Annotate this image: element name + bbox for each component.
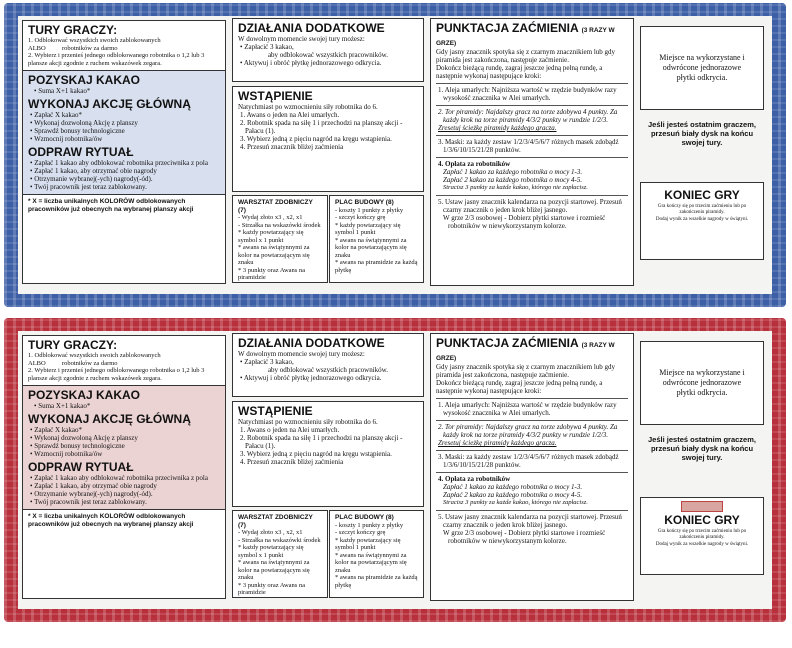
turns-step2: 2. Wybierz i przenieś jednego odblokowanego robotnika o 1,2 lub 3 plansze akcji zgodnie z ruchem wskazówek zegara. (28, 367, 205, 382)
discovery-text: Miejsce na wykorzystane i odwrócone jednorazowe płytki odkrycia. (659, 368, 745, 397)
main-action-item: • Wykonaj dozwoloną Akcję z planszy (30, 119, 138, 127)
turns-panel (22, 20, 226, 284)
eclipse-step: 4. Opłata za robotników (438, 475, 511, 483)
discovery-text: Miejsce na wykorzystane i odwrócone jednorazowe płytki odkrycia. (659, 53, 745, 82)
turns-step1b (28, 360, 220, 368)
turns-panel (22, 335, 226, 599)
ritual-item: • Zapłać 1 kakao aby odblokować robotnika przeciwnika z pola (30, 474, 208, 482)
turns-step1b-text: robotników za darmo (61, 359, 118, 367)
ascend-item: 2. Robotnik spada na siłę 1 i przechodzi na planszę akcji - Pałacu (1). (240, 434, 403, 450)
divider (436, 450, 628, 451)
eclipse-times: (3 RAZY W GRZE) (436, 342, 615, 362)
end-game-text2: Dodaj wynik za wszelkie nagrody w świątyni. (655, 542, 749, 547)
footnote-section (23, 509, 225, 531)
turns-step1b-text: robotników za darmo (61, 44, 118, 52)
discovery-panel (640, 26, 764, 110)
turns-albo: ALBO (28, 359, 46, 367)
ascend-title: WSTĄPIENIE (238, 404, 313, 418)
end-game-panel (640, 497, 764, 575)
cocoa-section (23, 385, 225, 509)
eclipse-step: 2. Tor piramidy: Najdalszy gracz na torze zdobywa 4 punkty. Za każdy krok na torze piramidy 4/3/2 punkty w rundzie 1/2/3. (438, 423, 618, 439)
workshop-item: * każdy powtarzający się symbol x 1 punkt (238, 544, 304, 559)
main-action-item: • Wzmocnij robotnika/ów (30, 135, 103, 143)
eclipse-title-text: PUNKTACJA ZAĆMIENIA (436, 21, 579, 35)
eclipse-step: 3. Maski: za każdy zestaw 1/2/3/4/5/6/7 różnych masek zdobądź 1/3/6/10/15/21/28 punktów. (438, 138, 619, 154)
extra-panel (232, 333, 424, 397)
cocoa-section (23, 70, 225, 194)
workshop-item: * 3 punkty oraz Awans na piramidzie (238, 266, 306, 281)
eclipse-step: 3. Maski: za każdy zestaw 1/2/3/4/5/6/7 różnych masek zdobądź 1/3/6/10/15/21/28 punktów. (438, 453, 619, 469)
divider (436, 195, 628, 196)
eclipse-step: Zapłać 2 kakao za każdego robotnika o mocy 4-5. (443, 176, 583, 184)
building-item: - koszty 1 punkty z płytky (335, 521, 404, 529)
workshop-item: - Strzałka na wskazówki środek (238, 536, 321, 544)
ascend-item: 4. Przesuń znacznik bliżej zaćmienia (240, 143, 344, 151)
turns-step1: 1. Odblokować wszystkich swoich zablokowanych (28, 352, 161, 359)
eclipse-step: 2. Tor piramidy: Najdalszy gracz na torze zdobywa 4 punkty. Za każdy krok na torze piramidy 4/3/2 punkty w rundzie 1/2/3. (438, 108, 618, 124)
eclipse-title-text: PUNKTACJA ZAĆMIENIA (436, 336, 579, 350)
eclipse-step: Zapłać 1 kakao za każdego robotnika o mocy 1-3. (443, 168, 583, 176)
divider (436, 420, 628, 421)
main-action-item: • Zapłać X kakao* (30, 111, 83, 119)
building-item: - koszty 1 punkty z płytky (335, 206, 404, 214)
main-action-item: • Sprawdź bonusy technologiczne (30, 442, 125, 450)
building-item: * każdy powtarzający się symbol 1 punkt (335, 536, 401, 551)
ritual-title: ODPRAW RYTUAŁ (28, 460, 134, 474)
extra-item: • Aktywuj i obróć płytkę jednorazowego odkrycia. (240, 59, 382, 67)
divider (436, 510, 628, 511)
ascend-intro: Natychmiast po wzmocnieniu siły robotnika do 6. (238, 418, 378, 426)
extra-sub: W dowolnym momencie swojej tury możesz: (238, 35, 365, 43)
ritual-item: • Zapłać 1 kakao, aby otrzymać obie nagrody (30, 167, 157, 175)
building-item: - szczyt kończy grę (335, 529, 386, 536)
divider (436, 105, 628, 106)
eclipse-intro: Gdy jasny znacznik spotyka się z czarnym znacznikiem lub gdy piramida jest zakończona, następuje zaćmienie. (436, 48, 616, 64)
workshop-item: - Wydaj złoto x3 , x2, x1 (238, 214, 303, 221)
footnote: * X = liczba unikalnych KOLORÓW odblokowanych pracowników już obecnych na wybranej planszy akcji (28, 198, 194, 213)
turns-title: TURY GRACZY: (28, 23, 118, 37)
extra-sub: W dowolnym momencie swojej tury możesz: (238, 350, 365, 358)
ascend-panel (232, 86, 424, 192)
main-action-title: WYKONAJ AKCJĘ GŁÓWNĄ (28, 412, 191, 426)
extra-title: DZIAŁANIA DODATKOWE (238, 336, 385, 350)
workshop-item: * każdy powtarzający się symbol x 1 punkt (238, 229, 304, 244)
turns-step2: 2. Wybierz i przenieś jednego odblokowanego robotnika o 1,2 lub 3 plansze akcji zgodnie z ruchem wskazówek zegara. (28, 52, 205, 67)
end-game-panel (640, 182, 764, 260)
workshop-title: WARSZTAT ZDOBNICZY (7) (238, 514, 313, 529)
cocoa-sum: • Suma X+1 kakao* (34, 87, 91, 95)
main-action-item: • Wzmocnij robotnika/ów (30, 450, 103, 458)
extra-item: • Zapłacić 3 kakao, (240, 358, 294, 366)
workshop-panel (232, 510, 328, 598)
eclipse-step: W grze 2/3 osobowej - Dobierz płytki startowe i rozmieść robotników w niewykorzystanym kolorze. (443, 213, 606, 230)
workshop-panel (232, 195, 328, 283)
ascend-panel (232, 401, 424, 507)
eclipse-step: 5. Ustaw jasny znacznik kalendarza na pozycji startowej. Przesuń czarny znacznik o jeden krok bliżej jasnego. (438, 197, 622, 214)
ascend-intro: Natychmiast po wzmocnieniu siły robotnika do 6. (238, 103, 378, 111)
turns-albo: ALBO (28, 44, 46, 52)
last-player-note (640, 435, 764, 462)
eclipse-intro2: Dokończ bieżącą rundę, zagraj jeszcze jedną pełną rundę, a następnie wykonaj następujące kroki: (436, 64, 603, 80)
eclipse-step: 4. Opłata za robotników (438, 160, 511, 168)
eclipse-step: Zresetuj ścieżkę piramidy każdego gracza. (438, 439, 557, 447)
building-panel (329, 195, 424, 283)
eclipse-intro2: Dokończ bieżącą rundę, zagraj jeszcze jedną pełną rundę, a następnie wykonaj następujące kroki: (436, 379, 603, 395)
main-action-item: • Wykonaj dozwoloną Akcję z planszy (30, 434, 138, 442)
eclipse-step: 1. Aleja umarłych: Najniższa wartość w rzędzie budynków razy wysokość znacznika w Alei umarłych. (438, 86, 617, 102)
eclipse-title (436, 337, 628, 363)
eclipse-step: Stracisz 3 punkty za każde kakao, którego nie zapłacisz. (443, 184, 588, 191)
ritual-title: ODPRAW RYTUAŁ (28, 145, 134, 159)
cocoa-title: POZYSKAJ KAKAO (28, 388, 141, 402)
divider (436, 472, 628, 473)
building-panel (329, 510, 424, 598)
workshop-item: * 3 punkty oraz Awans na piramidzie (238, 581, 306, 596)
eclipse-step: Stracisz 3 punkty za każde kakao, którego nie zapłacisz. (443, 499, 588, 506)
board-red (4, 318, 786, 622)
extra-item: aby odblokować wszystkich pracowników. (267, 366, 389, 374)
building-item: * awans na piramidzie za każdą płytkę (335, 259, 418, 274)
eclipse-times: (3 RAZY W GRZE) (436, 27, 615, 47)
last-player-note (640, 120, 764, 147)
divider (436, 398, 628, 399)
board-inner (18, 331, 772, 609)
board-inner (18, 16, 772, 294)
ritual-item: • Zapłać 1 kakao, aby otrzymać obie nagrody (30, 482, 157, 490)
divider (436, 83, 628, 84)
ascend-item: 3. Wybierz jedną z pięciu nagród na kręgu wstąpienia. (240, 135, 392, 143)
end-game-text1: Gra kończy się po trzecim zaćmieniu lub po zakończeniu piramidy. (657, 529, 747, 540)
workshop-item: - Wydaj złoto x3 , x2, x1 (238, 529, 303, 536)
main-action-item: • Sprawdź bonusy technologiczne (30, 127, 125, 135)
main-action-item: • Zapłać X kakao* (30, 426, 83, 434)
ascend-item: 4. Przesuń znacznik bliżej zaćmienia (240, 458, 344, 466)
eclipse-panel (430, 333, 634, 601)
ascend-item: 3. Wybierz jedną z pięciu nagród na kręgu wstąpienia. (240, 450, 392, 458)
eclipse-step: Zapłać 1 kakao za każdego robotnika o mocy 1-3. (443, 483, 583, 491)
ritual-item: • Twój pracownik jest teraz zablokowany. (30, 498, 147, 506)
ritual-item: • Zapłać 1 kakao aby odblokować robotnika przeciwnika z pola (30, 159, 208, 167)
eclipse-step: 5. Ustaw jasny znacznik kalendarza na pozycji startowej. Przesuń czarny znacznik o jeden krok bliżej jasnego. (438, 512, 622, 529)
building-item: * awans na świątynnymi za kolor na powtarzającym się znaku (335, 551, 407, 574)
turns-step1: 1. Odblokować wszystkich swoich zablokowanych (28, 37, 161, 44)
building-item: * awans na piramidzie za każdą płytkę (335, 574, 418, 589)
last-player-text: Jeśli jesteś ostatnim graczem, przesuń biały dysk na końcu swojej tury. (648, 435, 756, 462)
board-blue (4, 3, 786, 307)
footnote-section (23, 194, 225, 216)
ascend-title: WSTĄPIENIE (238, 89, 313, 103)
end-game-title: KONIEC GRY (664, 188, 740, 202)
eclipse-step: Zapłać 2 kakao za każdego robotnika o mocy 4-5. (443, 491, 583, 499)
workshop-item: - Strzałka na wskazówki środek (238, 221, 321, 229)
main-action-title: WYKONAJ AKCJĘ GŁÓWNĄ (28, 97, 191, 111)
ritual-item: • Otrzymanie wybranej(-ych) nagrody(-ód). (30, 175, 153, 183)
eclipse-title (436, 22, 628, 48)
turns-section (23, 21, 225, 70)
ascend-item: 2. Robotnik spada na siłę 1 i przechodzi na planszę akcji - Pałacu (1). (240, 119, 403, 135)
extra-panel (232, 18, 424, 82)
extra-item: aby odblokować wszystkich pracowników. (267, 51, 389, 59)
eclipse-step: 1. Aleja umarłych: Najniższa wartość w rzędzie budynków razy wysokość znacznika w Alei umarłych. (438, 401, 617, 417)
workshop-item: * awans na świątynnymi za kolor na powtarzającym się znaku (238, 559, 310, 581)
ritual-item: • Otrzymanie wybranej(-ych) nagrody(-ód). (30, 490, 153, 498)
last-player-text: Jeśli jesteś ostatnim graczem, przesuń biały dysk na końcu swojej tury. (648, 120, 756, 147)
extra-title: DZIAŁANIA DODATKOWE (238, 21, 385, 35)
workshop-title: WARSZTAT ZDOBNICZY (7) (238, 199, 313, 214)
building-title: PLAC BUDOWY (8) (335, 199, 394, 206)
building-title: PLAC BUDOWY (8) (335, 514, 394, 521)
discovery-panel (640, 341, 764, 425)
extra-item: • Aktywuj i obróć płytkę jednorazowego odkrycia. (240, 374, 382, 382)
turns-section (23, 336, 225, 385)
extra-item: • Zapłacić 3 kakao, (240, 43, 294, 51)
turns-title: TURY GRACZY: (28, 338, 118, 352)
workshop-item: * awans na świątynnymi za kolor na powtarzającym się znaku (238, 244, 310, 266)
turns-step1b (28, 45, 220, 53)
divider (436, 135, 628, 136)
building-item: * awans na świątynnymi za kolor na powtarzającym się znaku (335, 236, 407, 259)
temple-icon (681, 501, 723, 512)
cocoa-sum: • Suma X+1 kakao* (34, 402, 91, 410)
footnote: * X = liczba unikalnych KOLORÓW odblokowanych pracowników już obecnych na wybranej planszy akcji (28, 513, 194, 528)
eclipse-step: Zresetuj ścieżkę piramidy każdego gracza. (438, 124, 557, 132)
divider (436, 157, 628, 158)
cocoa-title: POZYSKAJ KAKAO (28, 73, 141, 87)
building-item: * każdy powtarzający się symbol 1 punkt (335, 221, 401, 236)
end-game-title: KONIEC GRY (664, 513, 740, 527)
ascend-item: 1. Awans o jeden na Alei umarłych. (240, 426, 340, 434)
eclipse-step: W grze 2/3 osobowej - Dobierz płytki startowe i rozmieść robotników w niewykorzystanym kolorze. (443, 528, 606, 545)
ritual-item: • Twój pracownik jest teraz zablokowany. (30, 183, 147, 191)
ascend-item: 1. Awans o jeden na Alei umarłych. (240, 111, 340, 119)
eclipse-panel (430, 18, 634, 286)
building-item: - szczyt kończy grę (335, 214, 386, 221)
end-game-text1: Gra kończy się po trzecim zaćmieniu lub po zakończeniu piramidy. (657, 204, 747, 215)
end-game-text2: Dodaj wynik za wszelkie nagrody w świątyni. (655, 217, 749, 222)
eclipse-intro: Gdy jasny znacznik spotyka się z czarnym znacznikiem lub gdy piramida jest zakończona, następuje zaćmienie. (436, 363, 616, 379)
